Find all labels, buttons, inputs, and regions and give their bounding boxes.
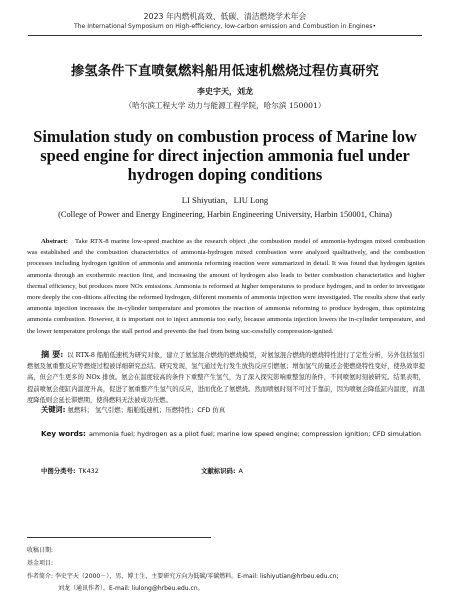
keywords-en [27, 428, 425, 441]
footnote-corresponding: 刘龙（通讯作者），E-mail: liulong@hrbeu.edu.cn。 [58, 585, 204, 592]
keywords-en-label: Key words: [41, 429, 86, 438]
clc-value: TK432 [78, 467, 99, 475]
header-rule [28, 35, 422, 36]
authors-cn: 李史宇天，刘龙 [197, 86, 253, 96]
doc-code-value: A [238, 467, 243, 475]
document-code [201, 466, 243, 475]
abstract-en-text: Take RTX-8 marine low-speed machine as the research object ,the combustion model of ammonia-hydrogen mixed combustion was established and the combustion characteristics of ammonia-hydrogen mixed combustion were analyzed qualitatively, and the combustion processes including hydrogen ignition of ammonia and ammonia reforming reaction were summarized in detail. It was found that hydrogen ignites ammonia through an exothermic reaction first, and increasing the amount of hydrogen also leads to better combustion characteristics and higher thermal efficiency, but produces more NOx emissions. Ammonia is reformed at higher temperatures to produce hydrogen, and in order to investigate more deeply the con-ditions affecting the reformed hydrogen, different moments of ammonia injection were investigated. The results show that early ammonia injection increases the in-cylinder temperature and promotes the reaction of ammonia reforming to produce hydrogen, thus optimizing ammonia combustion. However, it is important not to inject ammonia too early, because ammonia injection lowers the in-cylinder temperature, and the lower temperature prolongs the stall period and prevents the fuel from being suc-cessfully compression-ignited. [27, 238, 425, 335]
abstract-cn-label: 摘 要: [41, 349, 64, 359]
clc-label: 中图分类号: [41, 467, 76, 475]
conference-header-en: The International Symposium on High-efficiency, low-carbon emission and Combustion in Engines• [73, 23, 377, 30]
clc-number [41, 466, 99, 475]
keywords-cn-label: 关键词: [41, 405, 66, 414]
conference-header-cn: 2023 年内燃机高效、低碳、清洁燃烧学术年会 [143, 12, 307, 21]
footnote-received: 收稿日期: [27, 547, 54, 554]
paper-title-en: Simulation study on combustion process of Marine low speed engine for direct injection ammonia fuel under hydrogen doping conditions [33, 127, 417, 184]
keywords-cn-text: 氨燃料； 氢气引燃；船舶低速机；压燃特性；CFD 仿真 [67, 406, 226, 414]
abstract-cn-text: 以 RTX-8 船舶低速机为研究对象，建立了氨氢混合燃烧的燃烧模型，对氨氢混合燃烧的燃烧特性进行了定性分析，另外包括氢引燃氨及氨重整反应等燃烧过程被详细研究总结。研究发现，氢气通过先行发生放热反应引燃氨；增加氢气的量还会使燃烧特性变好，使热效率提高，但会产生更多的 NOx 排放。氨会在温度较高的条件下重整产生氢气，为了深入探究影响重整氢的条件，不同喷氨时刻被研究。结果表明，提前喷氨会使缸内温度升高，促进了氨重整产生氢气的反应，进而优化了氨燃烧。然而喷氨时刻不可过于靠前，因为喷氨会降低缸内温度，而温度降低则会延长滞燃期，使得燃料无法被成功压燃。 [27, 352, 425, 404]
doc-code-label: 文献标识码: [201, 467, 236, 475]
keywords-cn [27, 404, 425, 417]
footnote-author-info: 作者简介: 李史宇天（2000－），男，博士生，主要研究方向为低碳/零碳燃料。E-mail: lishiyutian@hrbeu.edu.cn; [27, 573, 339, 580]
affiliation-en: (College of Power and Energy Engineering, Harbin Engineering University, Harbin 150001, China) [58, 210, 392, 219]
affiliation-cn: （哈尔滨工程大学 动力与能源工程学院，哈尔滨 150001） [124, 101, 326, 110]
abstract-en-label: Abstract: [41, 238, 68, 245]
footnote-rule [27, 537, 211, 538]
authors-en: LI Shiyutian，LIU Long [181, 195, 269, 205]
abstract-cn [27, 349, 425, 406]
keywords-en-text: ammonia fuel; hydrogen as a pilot fuel; marine low speed engine; compression ignition; CFD simulation [88, 430, 421, 438]
footnote-fund: 基金项目: [27, 560, 54, 567]
abstract-en [27, 236, 425, 337]
paper-title-cn: 掺氢条件下直喷氨燃料船用低速机燃烧过程仿真研究 [71, 64, 379, 79]
